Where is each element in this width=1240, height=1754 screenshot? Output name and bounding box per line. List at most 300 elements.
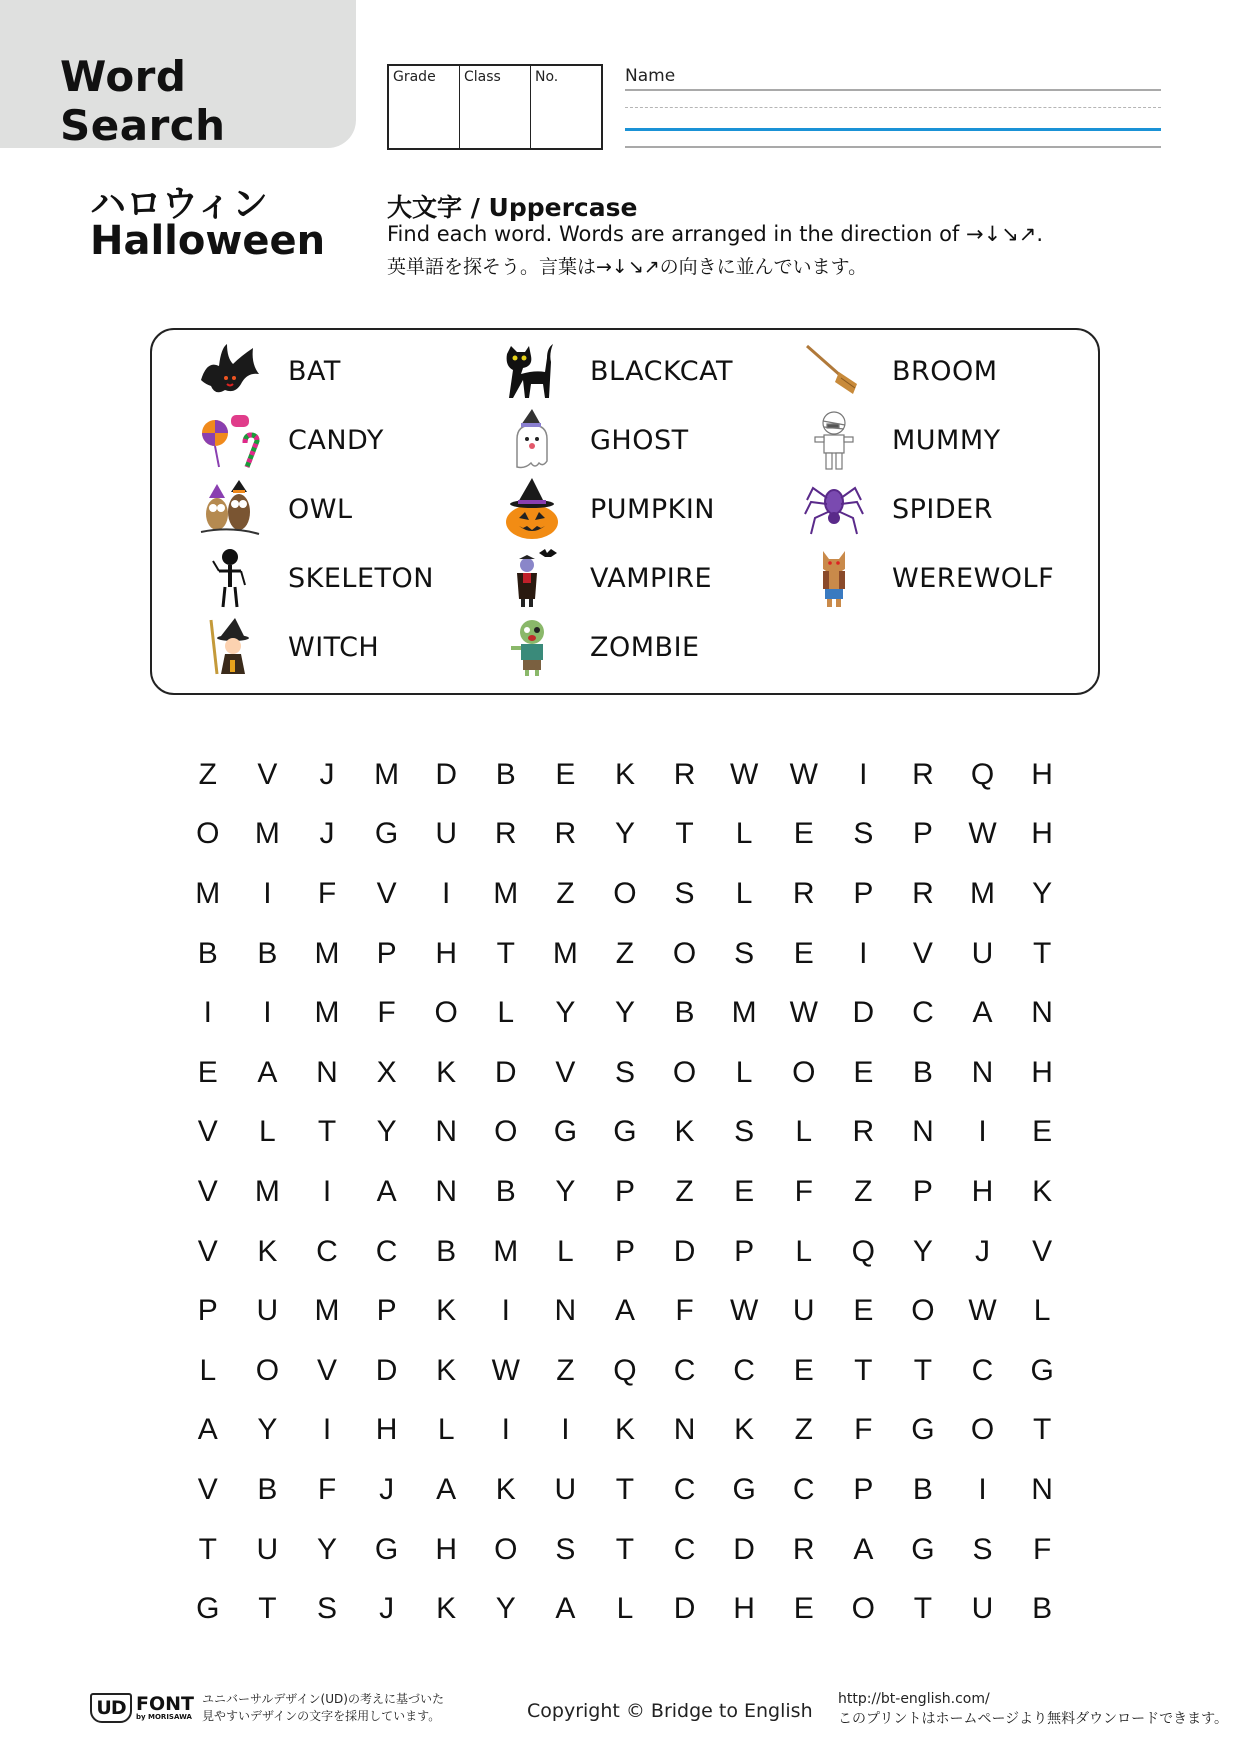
letter-grid [178, 745, 1072, 1639]
grid-cell[interactable]: H [733, 1592, 755, 1626]
grid-cell[interactable]: I [263, 996, 272, 1030]
grid-cell[interactable]: L [1033, 1294, 1051, 1328]
grid-cell[interactable]: P [853, 876, 874, 910]
grid-cell[interactable]: Z [794, 1413, 813, 1447]
grid-cell[interactable]: W [968, 1294, 997, 1328]
grid-cell[interactable]: T [615, 1472, 635, 1506]
grid-cell[interactable]: W [789, 996, 818, 1030]
grid-cell[interactable]: O [911, 1294, 935, 1328]
grid-cell[interactable]: A [436, 1472, 457, 1506]
grid-cell[interactable]: Y [376, 1115, 397, 1149]
grid-cell[interactable]: G [732, 1472, 756, 1506]
grid-cell[interactable]: L [616, 1592, 634, 1626]
grid-cell[interactable]: S [734, 1115, 755, 1149]
grid-cell[interactable]: B [674, 996, 695, 1030]
grid-cell[interactable]: R [792, 876, 815, 910]
grid-cell[interactable]: B [495, 757, 516, 791]
word-list-box [150, 328, 1100, 695]
grid-cell[interactable]: T [913, 1592, 933, 1626]
grid-cell[interactable]: T [317, 1115, 337, 1149]
download-note: このプリントはホームページより無料ダウンロードできます。 [838, 1711, 1229, 1727]
grid-cell[interactable]: J [319, 757, 335, 791]
grid-cell[interactable]: F [317, 1472, 337, 1506]
grid-cell[interactable]: P [376, 1294, 397, 1328]
grid-cell[interactable]: R [494, 817, 517, 851]
grid-cell[interactable]: K [436, 1294, 457, 1328]
word-label: MUMMY [892, 424, 1001, 456]
grid-cell[interactable]: G [911, 1413, 935, 1447]
grid-cell[interactable]: D [733, 1532, 755, 1566]
grid-cell[interactable]: W [491, 1353, 520, 1387]
grid-cell[interactable]: Y [257, 1413, 278, 1447]
grid-cell[interactable]: V [257, 757, 278, 791]
grid-cell[interactable]: I [978, 1115, 987, 1149]
owl-icon [192, 476, 268, 542]
grid-cell[interactable]: I [501, 1413, 510, 1447]
grid-cell[interactable]: M [314, 1294, 340, 1328]
grid-cell[interactable]: Z [556, 1353, 575, 1387]
grid-cell[interactable]: K [674, 1115, 695, 1149]
grid-cell[interactable]: E [734, 1174, 755, 1208]
grid-cell[interactable]: O [672, 1055, 697, 1089]
grid-cell[interactable]: V [197, 1115, 218, 1149]
grid-cell[interactable]: W [789, 757, 818, 791]
grid-cell[interactable]: W [968, 817, 997, 851]
font-logo-word: FONT [136, 1693, 194, 1715]
grid-cell[interactable]: S [853, 817, 874, 851]
grid-cell[interactable]: V [912, 936, 933, 970]
grid-cell[interactable]: X [376, 1055, 397, 1089]
class-label: Class [464, 69, 501, 85]
bat-icon [192, 338, 268, 404]
grid-cell[interactable]: J [379, 1592, 395, 1626]
grid-cell[interactable]: T [854, 1353, 873, 1387]
ghost-icon [494, 407, 570, 473]
word-label: WEREWOLF [892, 562, 1055, 594]
grid-cell[interactable]: B [436, 1234, 457, 1268]
grid-cell[interactable]: E [793, 817, 814, 851]
site-url-link[interactable]: http://bt-english.com/ [838, 1691, 990, 1707]
grid-cell[interactable]: R [912, 757, 934, 791]
grid-cell[interactable]: I [322, 1413, 332, 1447]
grid-cell[interactable]: O [494, 1115, 518, 1149]
font-logo [136, 1695, 194, 1721]
grid-cell[interactable]: E [793, 936, 814, 970]
name-guide-line-dashed [625, 107, 1161, 108]
grid-cell[interactable]: D [852, 996, 875, 1030]
grid-cell[interactable]: E [197, 1055, 218, 1089]
grid-cell[interactable]: V [197, 1472, 218, 1506]
number-label: No. [535, 69, 559, 85]
grid-cell[interactable]: Z [198, 757, 217, 791]
grid-cell[interactable]: B [912, 1472, 933, 1506]
word-item-skeleton [192, 545, 434, 611]
grid-cell[interactable]: N [673, 1413, 696, 1447]
grid-cell[interactable]: U [971, 936, 994, 970]
grid-cell[interactable]: E [853, 1294, 874, 1328]
word-item-pumpkin [494, 476, 715, 542]
grid-cell[interactable]: I [203, 996, 212, 1030]
grid-cell[interactable]: U [256, 1294, 279, 1328]
broom-icon [796, 338, 872, 404]
pumpkin-icon [494, 476, 570, 542]
name-guide-line-baseline [625, 128, 1161, 131]
grid-cell[interactable]: L [735, 817, 753, 851]
word-item-ghost [494, 407, 689, 473]
title-banner [0, 0, 356, 148]
grid-cell[interactable]: W [729, 757, 759, 791]
grid-cell[interactable]: C [673, 1472, 696, 1506]
grade-field[interactable] [389, 66, 460, 148]
word-label: CANDY [288, 424, 384, 456]
grid-cell[interactable]: A [853, 1532, 874, 1566]
footer-site-info [838, 1689, 1228, 1729]
grid-cell[interactable]: N [554, 1294, 577, 1328]
word-label: BLACKCAT [590, 355, 733, 387]
grid-cell[interactable]: B [257, 936, 278, 970]
grid-cell[interactable]: V [197, 1234, 218, 1268]
ud-font-note [202, 1691, 444, 1725]
grid-cell[interactable]: O [494, 1532, 518, 1566]
grid-cell[interactable]: G [374, 1532, 399, 1566]
grid-cell[interactable]: V [1032, 1234, 1053, 1268]
witch-icon [192, 614, 268, 680]
grid-cell[interactable]: C [792, 1472, 815, 1506]
grid-cell[interactable]: P [912, 1174, 933, 1208]
mummy-icon [796, 407, 872, 473]
grid-cell[interactable]: K [614, 757, 635, 791]
grid-cell[interactable]: O [672, 936, 697, 970]
word-label: BAT [288, 355, 341, 387]
grid-cell[interactable]: A [555, 1592, 576, 1626]
grid-cell[interactable]: P [197, 1294, 218, 1328]
black-cat-icon [494, 338, 570, 404]
word-item-bat [192, 338, 341, 404]
spider-icon [796, 476, 872, 542]
grid-cell[interactable]: K [495, 1472, 516, 1506]
instructions-english: Find each word. Words are arranged in the direction of →↓↘↗. [387, 222, 1044, 246]
grid-cell[interactable]: L [735, 876, 753, 910]
grid-cell[interactable]: Y [555, 1174, 576, 1208]
grid-cell[interactable]: H [375, 1413, 398, 1447]
class-field[interactable] [460, 66, 531, 148]
word-label: WITCH [288, 631, 380, 663]
grid-cell[interactable]: Z [854, 1174, 873, 1208]
grid-cell[interactable]: N [316, 1055, 338, 1089]
grid-cell[interactable]: B [912, 1055, 933, 1089]
grid-cell[interactable]: A [376, 1174, 397, 1208]
grid-cell[interactable]: N [435, 1115, 457, 1149]
grid-cell[interactable]: B [495, 1174, 516, 1208]
grid-cell[interactable]: H [971, 1174, 994, 1208]
grid-cell[interactable]: I [442, 876, 451, 910]
grid-cell[interactable]: O [196, 817, 220, 851]
grid-cell[interactable]: J [319, 817, 335, 851]
grid-cell[interactable]: M [493, 1234, 519, 1268]
ud-logo-icon: UD [90, 1693, 132, 1723]
grid-cell[interactable]: N [1031, 1472, 1053, 1506]
grid-cell[interactable]: G [1030, 1353, 1054, 1387]
name-label: Name [625, 66, 676, 86]
grid-cell[interactable]: N [971, 1055, 994, 1089]
vampire-icon [494, 545, 570, 611]
grid-cell[interactable]: U [256, 1532, 279, 1566]
grid-cell[interactable]: D [375, 1353, 398, 1387]
grid-cell[interactable]: S [674, 876, 695, 910]
word-item-candy [192, 407, 384, 473]
ud-font-badge [90, 1691, 444, 1725]
grid-cell[interactable]: C [673, 1353, 696, 1387]
grid-cell[interactable]: K [436, 1592, 457, 1626]
grid-cell[interactable]: Q [970, 757, 995, 791]
grid-cell[interactable]: T [198, 1532, 217, 1566]
grid-cell[interactable]: V [555, 1055, 576, 1089]
skeleton-icon [192, 545, 268, 611]
grid-cell[interactable]: M [493, 876, 519, 910]
grid-cell[interactable]: P [614, 1174, 635, 1208]
grid-cell[interactable]: K [614, 1413, 635, 1447]
grid-cell[interactable]: L [497, 996, 515, 1030]
grid-cell[interactable]: F [1032, 1532, 1052, 1566]
grid-cell[interactable]: J [975, 1234, 991, 1268]
grid-cell[interactable]: M [731, 996, 757, 1030]
word-item-vampire [494, 545, 712, 611]
grid-cell[interactable]: E [1032, 1115, 1053, 1149]
grid-cell[interactable]: I [263, 876, 272, 910]
grid-cell[interactable]: O [792, 1055, 816, 1089]
grid-cell[interactable]: Z [556, 876, 575, 910]
grid-cell[interactable]: Y [495, 1592, 516, 1626]
grid-cell[interactable]: A [972, 996, 993, 1030]
grid-cell[interactable]: U [792, 1294, 815, 1328]
grid-cell[interactable]: B [257, 1472, 278, 1506]
grid-cell[interactable]: L [199, 1353, 217, 1387]
word-item-owl [192, 476, 353, 542]
grid-cell[interactable]: D [673, 1592, 696, 1626]
grid-cell[interactable]: M [254, 1174, 280, 1208]
grid-cell[interactable]: G [374, 817, 399, 851]
ud-note-line-1: ユニバーサルデザイン(UD)の考えに基づいた [202, 1692, 444, 1706]
grid-cell[interactable]: L [557, 1234, 574, 1268]
grid-cell[interactable]: H [435, 1532, 457, 1566]
werewolf-icon [796, 545, 872, 611]
grid-cell[interactable]: P [853, 1472, 874, 1506]
grid-cell[interactable]: L [795, 1115, 813, 1149]
grid-cell[interactable]: T [496, 936, 515, 970]
grid-cell[interactable]: O [970, 1413, 995, 1447]
grid-cell[interactable]: C [375, 1234, 398, 1268]
grid-cell[interactable]: Q [613, 1353, 637, 1387]
grid-cell[interactable]: R [554, 817, 577, 851]
word-item-witch [192, 614, 379, 680]
grid-cell[interactable]: F [675, 1294, 694, 1328]
grid-cell[interactable]: H [1031, 757, 1053, 791]
grid-cell[interactable]: C [673, 1532, 696, 1566]
word-label: BROOM [892, 355, 998, 387]
grid-cell[interactable]: I [978, 1472, 987, 1506]
grid-cell[interactable]: G [196, 1592, 220, 1626]
grid-cell[interactable]: S [614, 1055, 635, 1089]
grid-cell[interactable]: G [911, 1532, 935, 1566]
grid-cell[interactable]: F [317, 876, 337, 910]
font-logo-by: by MORISAWA [136, 1713, 192, 1721]
grid-cell[interactable]: P [734, 1234, 755, 1268]
grid-cell[interactable]: V [376, 876, 397, 910]
grid-cell[interactable]: W [729, 1294, 759, 1328]
topic-title-japanese: ハロウィン [90, 184, 268, 225]
grid-cell[interactable]: M [314, 936, 340, 970]
word-label: GHOST [590, 424, 689, 456]
ud-note-line-2: 見やすいデザインの文字を採用しています。 [202, 1709, 441, 1723]
grid-cell[interactable]: R [792, 1532, 815, 1566]
word-item-mummy [796, 407, 1001, 473]
grid-cell[interactable]: E [793, 1592, 814, 1626]
grid-cell[interactable]: I [322, 1174, 332, 1208]
grid-cell[interactable]: M [552, 936, 578, 970]
zombie-icon [494, 614, 570, 680]
grid-cell[interactable]: M [195, 876, 221, 910]
grid-cell[interactable]: F [854, 1413, 873, 1447]
grid-cell[interactable]: H [1031, 1055, 1053, 1089]
grid-cell[interactable]: R [852, 1115, 875, 1149]
grid-cell[interactable]: I [561, 1413, 570, 1447]
grid-cell[interactable]: D [494, 1055, 517, 1089]
grid-cell[interactable]: G [553, 1115, 578, 1149]
word-label: VAMPIRE [590, 562, 713, 594]
grid-cell[interactable]: K [436, 1055, 457, 1089]
grid-cell[interactable]: O [434, 996, 458, 1030]
grid-cell[interactable]: A [257, 1055, 278, 1089]
grid-cell[interactable]: T [258, 1592, 277, 1626]
grid-cell[interactable]: K [734, 1413, 755, 1447]
case-mode-heading: 大文字 / Uppercase [387, 193, 638, 222]
grid-cell[interactable]: N [1031, 996, 1053, 1030]
grid-cell[interactable]: D [673, 1234, 696, 1268]
word-label: OWL [288, 493, 353, 525]
grid-cell[interactable]: R [673, 757, 696, 791]
word-item-blackcat [494, 338, 733, 404]
word-item-spider [796, 476, 993, 542]
grid-cell[interactable]: Z [675, 1174, 694, 1208]
grid-cell[interactable]: C [971, 1353, 994, 1387]
grid-cell[interactable]: Y [614, 817, 635, 851]
grid-cell[interactable]: Y [1032, 876, 1053, 910]
word-item-zombie [494, 614, 700, 680]
grid-cell[interactable]: V [197, 1174, 218, 1208]
grid-cell[interactable]: F [377, 996, 396, 1030]
grid-cell[interactable]: E [793, 1353, 814, 1387]
word-label: SPIDER [892, 493, 993, 525]
grid-cell[interactable]: K [436, 1353, 457, 1387]
word-label: ZOMBIE [590, 631, 700, 663]
grid-cell[interactable]: U [971, 1592, 994, 1626]
grid-cell[interactable]: C [912, 996, 934, 1030]
grid-cell[interactable]: Y [912, 1234, 933, 1268]
grid-cell[interactable]: S [734, 936, 755, 970]
grid-cell[interactable]: F [794, 1174, 813, 1208]
grid-cell[interactable]: A [197, 1413, 218, 1447]
grid-cell[interactable]: M [254, 817, 280, 851]
grid-cell[interactable]: M [314, 996, 340, 1030]
grid-cell[interactable]: I [501, 1294, 510, 1328]
grade-label: Grade [393, 69, 436, 85]
grid-cell[interactable]: T [1032, 1413, 1052, 1447]
grid-cell[interactable]: T [675, 817, 694, 851]
grid-cell[interactable]: U [554, 1472, 577, 1506]
grid-cell[interactable]: S [555, 1532, 576, 1566]
grid-cell[interactable]: P [376, 936, 397, 970]
grid-cell[interactable]: H [1031, 817, 1053, 851]
grid-cell[interactable]: M [374, 757, 400, 791]
grid-cell[interactable]: L [735, 1055, 753, 1089]
grid-cell[interactable]: V [316, 1353, 337, 1387]
grid-cell[interactable]: N [912, 1115, 934, 1149]
grid-cell[interactable]: L [437, 1413, 455, 1447]
student-info-box [387, 64, 603, 150]
instructions-japanese: 英単語を探そう。言葉は→↓↘↗の向きに並んでいます。 [387, 256, 868, 278]
copyright-text: Copyright © Bridge to English [527, 1700, 813, 1722]
name-guide-line-top [625, 89, 1161, 91]
word-label: PUMPKIN [590, 493, 715, 525]
grid-cell[interactable]: E [853, 1055, 874, 1089]
word-item-broom [796, 338, 998, 404]
grid-cell[interactable]: Z [615, 936, 635, 970]
word-label: SKELETON [288, 562, 434, 594]
grid-cell[interactable]: L [259, 1115, 276, 1149]
candy-icon [192, 407, 268, 473]
grid-cell[interactable]: O [851, 1592, 875, 1626]
grid-cell[interactable]: C [316, 1234, 338, 1268]
grid-cell[interactable]: B [1032, 1592, 1053, 1626]
grid-cell[interactable]: J [379, 1472, 395, 1506]
grid-cell[interactable]: O [613, 876, 637, 910]
grid-cell[interactable]: S [316, 1592, 337, 1626]
grid-cell[interactable]: O [255, 1353, 280, 1387]
page-title: Word Search [60, 52, 226, 150]
grid-cell[interactable]: T [615, 1532, 635, 1566]
grid-cell[interactable]: A [614, 1294, 635, 1328]
grid-cell[interactable]: H [435, 936, 457, 970]
grid-cell[interactable]: S [972, 1532, 993, 1566]
grid-cell[interactable]: L [795, 1234, 813, 1268]
grid-cell[interactable]: T [1032, 936, 1052, 970]
grid-cell[interactable]: Y [316, 1532, 337, 1566]
grid-cell[interactable]: G [613, 1115, 637, 1149]
grid-cell[interactable]: M [970, 876, 996, 910]
grid-cell[interactable]: I [859, 757, 868, 791]
grid-cell[interactable]: N [435, 1174, 457, 1208]
grid-cell[interactable]: Q [851, 1234, 875, 1268]
grid-cell[interactable]: B [197, 936, 218, 970]
grid-cell[interactable]: R [912, 876, 934, 910]
grid-cell[interactable]: K [257, 1234, 278, 1268]
grid-cell[interactable]: K [1032, 1174, 1053, 1208]
grid-cell[interactable]: U [435, 817, 457, 851]
grid-cell[interactable]: E [555, 757, 576, 791]
grid-cell[interactable]: P [912, 817, 933, 851]
topic-title-english: Halloween [90, 218, 326, 264]
name-guide-line-bottom [625, 146, 1161, 148]
name-field[interactable] [625, 64, 1161, 154]
grid-cell[interactable]: Y [555, 996, 576, 1030]
grid-cell[interactable]: C [733, 1353, 755, 1387]
number-field[interactable] [531, 66, 601, 148]
grid-cell[interactable]: Y [614, 996, 635, 1030]
grid-cell[interactable]: T [913, 1353, 933, 1387]
grid-cell[interactable]: I [859, 936, 868, 970]
grid-cell[interactable]: D [435, 757, 457, 791]
grid-cell[interactable]: P [614, 1234, 635, 1268]
